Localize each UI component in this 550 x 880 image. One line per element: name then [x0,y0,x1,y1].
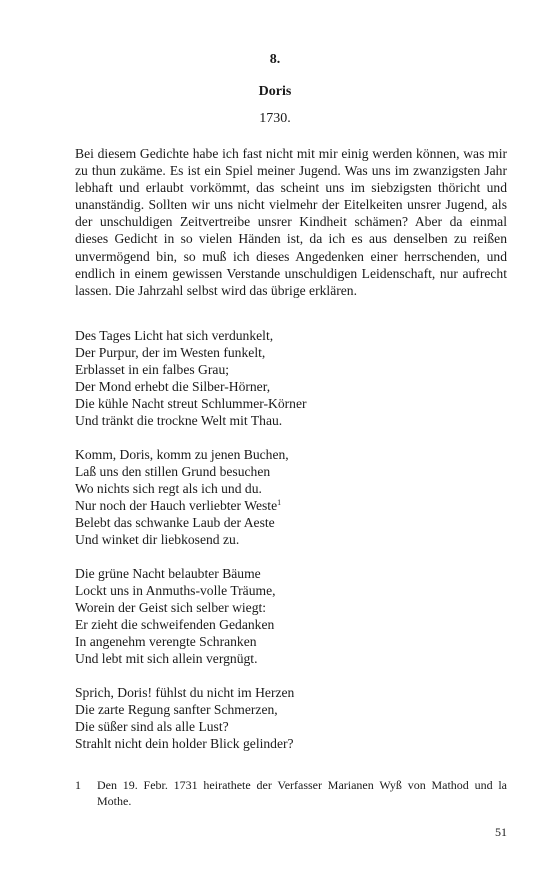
poem-title: Doris [258,84,292,99]
verse-line: Komm, Doris, komm zu jenen Buchen, [75,447,289,462]
stanza-3 [75,565,507,668]
footnote-number: 1 [75,778,81,792]
verse-line: Und lebt mit sich allein vergnügt. [75,651,258,667]
verse-line: Lockt uns in Anmuths-volle Träume, [75,583,276,599]
intro-paragraph: Bei diesem Gedichte habe ich fast nicht mit mir einig werden können, was mir zu thun zukäme. Es ist ein Spiel meiner Jugend. Was uns im zwanzigsten Jahr lebhaft und erlaubt vorkömmt, das scheint uns im siebzigsten thöricht und unanständig. Sollten wir uns nicht vielmehr der Eitelkeiten unsrer Jugend, als der unschuldigen Zeitvertreibe unsrer Kindheit schämen? Aber da einmal dieses Gedicht in so vielen Händen ist, da ich es aus denselben zu reißen unvermögend bin, so muß ich dieses Angedenken einer herrschenden, und endlich in einem gewissen Verstande unschuldigen Leidenschaft, nur aufrecht lassen. Die Jahrzahl selbst wird das übrige erklären. [75,146,507,298]
verse-line: Der Purpur, der im Westen funkelt, [75,345,266,361]
poem-year: 1730. [259,111,291,126]
verse-line: Die grüne Nacht belaubter Bäume [75,566,261,581]
verse-line: Belebt das schwanke Laub der Aeste [75,515,275,531]
verse-line: Er zieht die schweifenden Gedanken [75,617,275,633]
verse-line: Wo nichts sich regt als ich und du. [75,481,262,497]
verse-line: Sprich, Doris! fühlst du nicht im Herzen [75,685,295,700]
verse-line: Und tränkt die trockne Welt mit Thau. [75,413,283,429]
verse-line-with-footnote [75,497,507,514]
verse-line: Des Tages Licht hat sich verdunkelt, [75,328,274,343]
verse-line: Laß uns den stillen Grund besuchen [75,464,271,480]
verse-line: Die zarte Regung sanfter Schmerzen, [75,702,278,718]
verse-line: In angenehm verengte Schranken [75,634,257,650]
verse-line: Strahlt nicht dein holder Blick gelinder? [75,736,294,752]
verse-line: Die süßer sind als alle Lust? [75,719,229,735]
stanza-1 [75,327,507,430]
verse-line: Und winket dir liebkosend zu. [75,532,240,548]
footnote-text: Den 19. Febr. 1731 heirathete der Verfasser Marianen Wyß von Mathod und la Mothe. [97,778,507,808]
verse-line: Die kühle Nacht streut Schlummer-Körner [75,396,307,412]
poem-number: 8. [269,52,281,67]
page-number: 51 [495,825,507,839]
footnote [75,778,507,809]
footnote-marker[interactable]: 1 [277,498,282,508]
verse-line: Worein der Geist sich selber wiegt: [75,600,267,616]
verse-line: Der Mond erhebt die Silber-Hörner, [75,379,271,395]
verse-line: Erblasset in ein falbes Grau; [75,362,230,378]
stanza-2 [75,446,507,549]
verse-text: Nur noch der Hauch verliebter Weste [75,498,278,514]
stanza-4 [75,684,507,752]
